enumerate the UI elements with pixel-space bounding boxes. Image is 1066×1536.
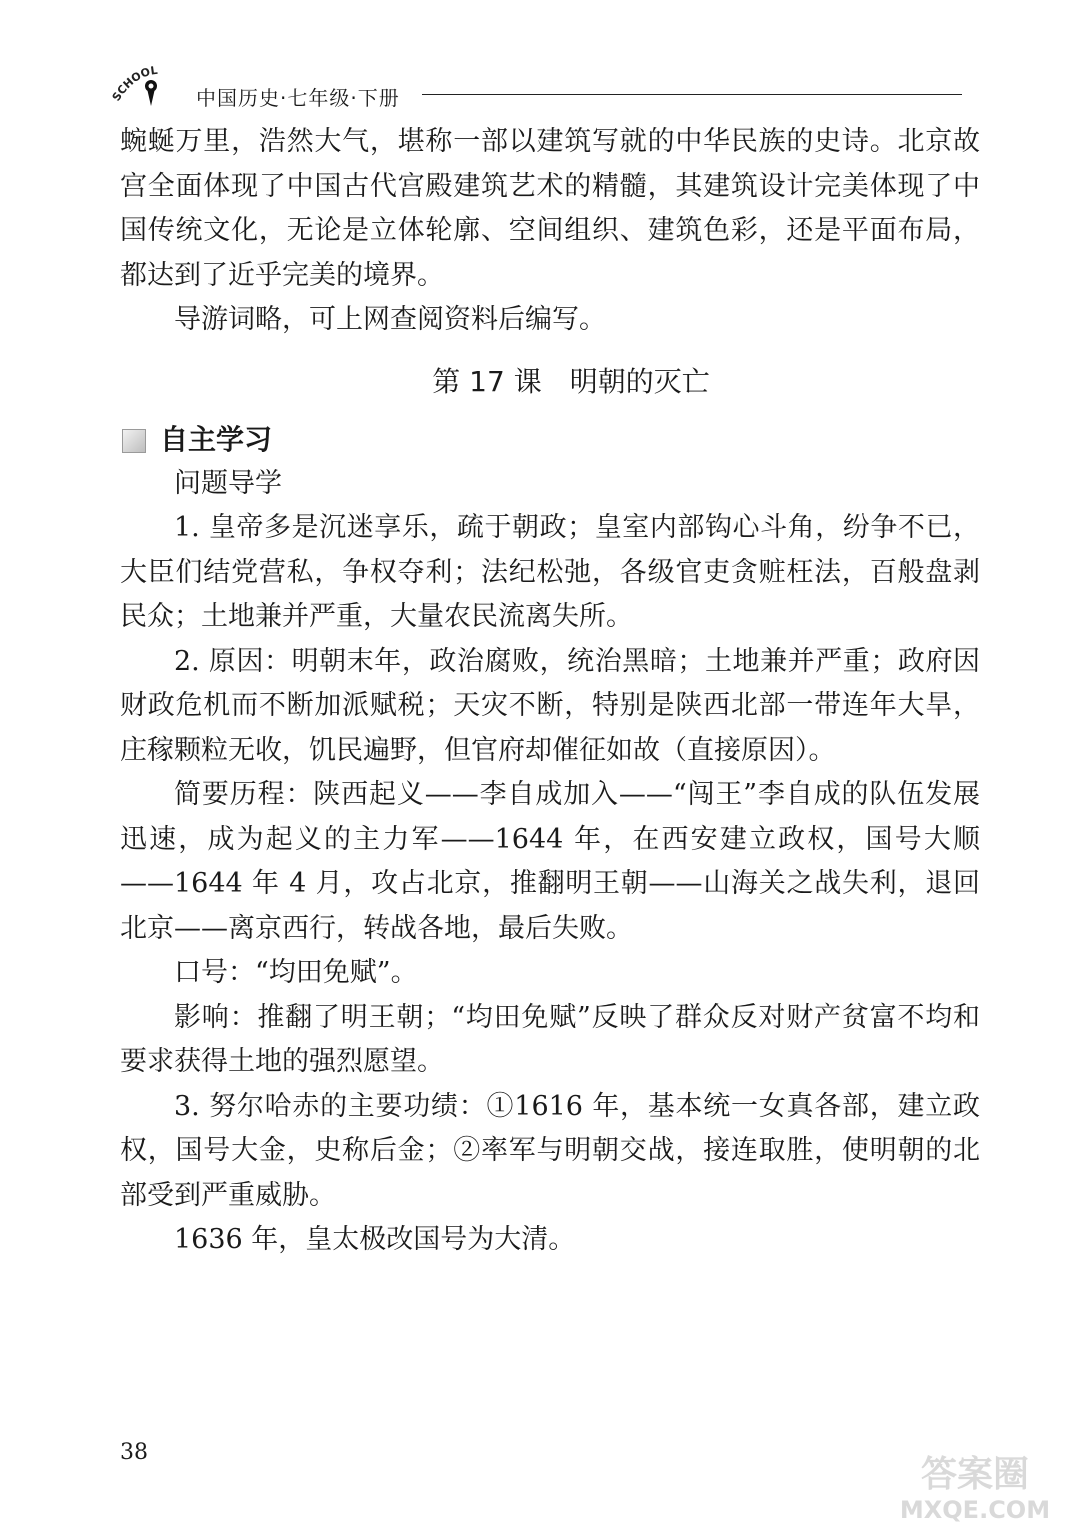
answer-3: 3. 努尔哈赤的主要功绩：①1616 年，基本统一女真各部，建立政权，国号大金，史称后金；②率军与明朝交战，接连取胜，使明朝的北部受到严重威胁。 bbox=[120, 1090, 980, 1211]
page-number: 38 bbox=[120, 1440, 148, 1465]
section-square-icon bbox=[122, 429, 146, 453]
answer-2-slogan: 口号：“均田免赋”。 bbox=[174, 957, 418, 988]
logo-text: SCHOOL bbox=[110, 63, 159, 104]
header-rule bbox=[422, 94, 962, 95]
answer-3-note: 1636 年，皇太极改国号为大清。 bbox=[174, 1224, 576, 1255]
section-title: 自主学习 bbox=[160, 422, 273, 456]
answer-2-causes: 2. 原因：明朝末年，政治腐败，统治黑暗；土地兼并严重；政府因财政危机而不断加派赋税；天灾不断，特别是陕西北部一带连年大旱，庄稼颗粒无收，饥民遍野，但官府却催征如故（直接原因）。 bbox=[120, 645, 980, 766]
book-title: 中国历史·七年级·下册 bbox=[196, 86, 400, 110]
watermark-top-text: 答案圈 bbox=[920, 1454, 1030, 1495]
watermark-bottom-text: MXQE.COM bbox=[899, 1496, 1051, 1524]
subsection-title: 问题导学 bbox=[174, 467, 282, 499]
answer-1: 1. 皇帝多是沉迷享乐，疏于朝政；皇室内部钩心斗角，纷争不已，大臣们结党营私，争权夺利；法纪松弛，各级官吏贪赃枉法，百般盘剥民众；土地兼并严重，大量农民流离失所。 bbox=[120, 512, 980, 632]
page-content bbox=[120, 120, 980, 1263]
section-heading bbox=[120, 418, 980, 462]
answer-2-process: 简要历程：陕西起义——李自成加入——“闯王”李自成的队伍发展迅速，成为起义的主力军——1644 年，在西安建立政权，国号大顺——1644 年 4 月，攻占北京，推翻明王朝——山海关之战失利，退回北京——离京西行，转战各地，最后失败。 bbox=[120, 779, 980, 944]
page-header bbox=[110, 62, 970, 114]
paragraph-palace: 蜿蜒万里，浩然大气，堪称一部以建筑写就的中华民族的史诗。北京故宫全面体现了中国古代宫殿建筑艺术的精髓，其建筑设计完美体现了中国传统文化，无论是立体轮廓、空间组织、建筑色彩，还是平面布局，都达到了近乎完美的境界。 bbox=[120, 126, 980, 291]
lesson-title: 第 17 课 明朝的灭亡 bbox=[432, 364, 710, 398]
school-logo bbox=[110, 62, 180, 114]
answer-2-impact: 影响：推翻了明王朝；“均田免赋”反映了群众反对财产贫富不均和要求获得土地的强烈愿望。 bbox=[120, 1001, 980, 1077]
paragraph-guide: 导游词略，可上网查阅资料后编写。 bbox=[174, 304, 606, 335]
watermark-logo bbox=[890, 1448, 1060, 1528]
